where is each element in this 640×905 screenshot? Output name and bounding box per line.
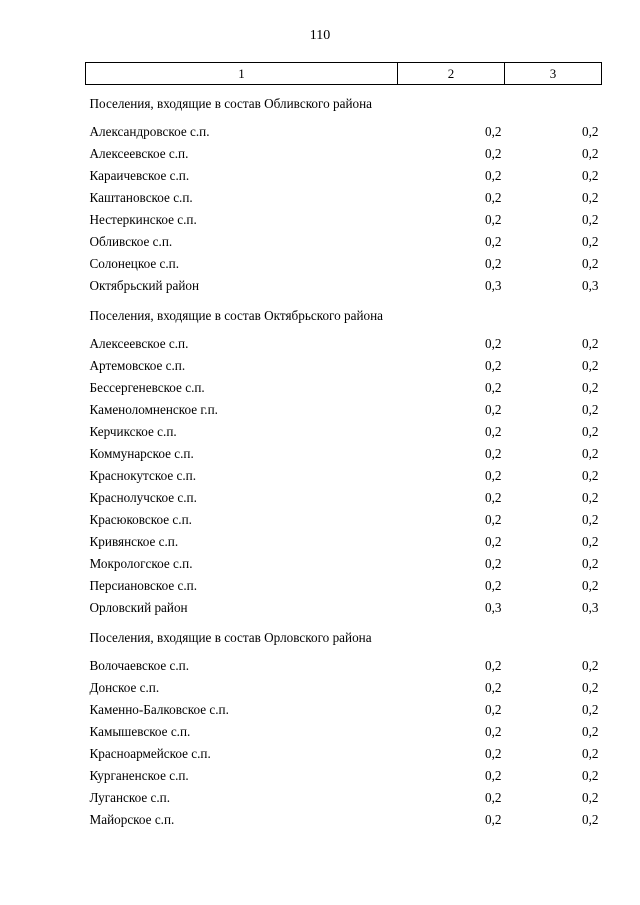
settlement-name-cell: Краснолучское с.п. [89,490,197,505]
value-cell-col2: 0,2 [485,336,502,351]
value-cell-col2: 0,2 [485,724,502,739]
settlement-name-cell: Мокрологское с.п. [89,556,193,571]
value-cell-col3: 0,2 [582,790,599,805]
column-header-3: 3 [505,63,602,85]
value-cell-col3: 0,2 [582,358,599,373]
settlement-name-cell: Краснокутское с.п. [89,468,196,483]
settlement-name-cell: Солонецкое с.п. [89,256,180,271]
value-cell-col3: 0,2 [582,578,599,593]
table-row [86,677,602,699]
table-row [86,121,602,143]
data-table-container [85,62,601,831]
value-cell-col2: 0,2 [485,556,502,571]
value-cell-col2: 0,2 [485,168,502,183]
table-row [86,787,602,809]
section-header-row [86,619,602,655]
settlement-name-cell: Персиановское с.п. [89,578,198,593]
table-row [86,421,602,443]
settlement-name-cell: Красюковское с.п. [89,512,192,527]
table-row [86,597,602,619]
table-row [86,575,602,597]
table-row [86,399,602,421]
table-row [86,765,602,787]
value-cell-col2: 0,2 [485,812,502,827]
value-cell-col3: 0,2 [582,124,599,139]
value-cell-col3: 0,3 [582,278,599,293]
settlement-name-cell: Алексеевское с.п. [89,336,189,351]
settlement-name-cell: Обливское с.п. [89,234,173,249]
settlement-name-cell: Камышевское с.п. [89,724,191,739]
value-cell-col3: 0,2 [582,336,599,351]
settlement-name-cell: Бессергеневское с.п. [89,380,205,395]
value-cell-col3: 0,2 [582,724,599,739]
value-cell-col2: 0,2 [485,424,502,439]
settlement-name-cell: Октябрьский район [89,278,200,293]
value-cell-col3 [505,619,602,655]
value-cell-col3: 0,2 [582,468,599,483]
settlement-name-cell: Коммунарское с.п. [89,446,194,461]
value-cell-col3: 0,2 [582,380,599,395]
settlement-name-cell: Орловский район [89,600,188,615]
settlement-name-cell: Алексеевское с.п. [89,146,189,161]
value-cell-col2 [398,297,505,333]
value-cell-col2: 0,2 [485,380,502,395]
settlement-name-cell: Караичевское с.п. [89,168,190,183]
value-cell-col2: 0,2 [485,212,502,227]
settlement-name-cell: Поселения, входящие в состав Обливского района [89,96,372,111]
column-header-1: 1 [86,63,398,85]
table-row [86,187,602,209]
table-row [86,275,602,297]
table-row [86,655,602,677]
table-row [86,465,602,487]
table-row [86,809,602,831]
value-cell-col3: 0,2 [582,446,599,461]
value-cell-col2 [398,85,505,122]
value-cell-col2: 0,2 [485,358,502,373]
value-cell-col2: 0,2 [485,702,502,717]
value-cell-col3: 0,2 [582,702,599,717]
table-row [86,509,602,531]
value-cell-col2: 0,2 [485,446,502,461]
settlement-name-cell: Артемовское с.п. [89,358,186,373]
settlement-name-cell: Поселения, входящие в состав Орловского района [89,630,372,645]
value-cell-col2: 0,3 [485,600,502,615]
settlement-name-cell: Керчикское с.п. [89,424,177,439]
table-row [86,377,602,399]
value-cell-col3: 0,2 [582,512,599,527]
value-cell-col2: 0,2 [485,468,502,483]
value-cell-col2: 0,2 [485,512,502,527]
table-row [86,355,602,377]
settlement-name-cell: Луганское с.п. [89,790,171,805]
value-cell-col3: 0,2 [582,146,599,161]
table-row [86,333,602,355]
value-cell-col3: 0,2 [582,746,599,761]
table-row [86,443,602,465]
table-row [86,721,602,743]
table-row [86,253,602,275]
value-cell-col3: 0,2 [582,534,599,549]
value-cell-col3: 0,2 [582,658,599,673]
settlement-name-cell: Нестеркинское с.п. [89,212,197,227]
table-row [86,143,602,165]
settlement-name-cell: Каменоломненское г.п. [89,402,218,417]
table-body [86,85,602,832]
value-cell-col2: 0,2 [485,790,502,805]
settlement-name-cell: Майорское с.п. [89,812,175,827]
value-cell-col2: 0,2 [485,146,502,161]
settlement-name-cell: Волочаевское с.п. [89,658,190,673]
table-row [86,231,602,253]
value-cell-col3 [505,297,602,333]
value-cell-col3: 0,2 [582,680,599,695]
data-table [85,62,602,831]
table-row [86,531,602,553]
value-cell-col2: 0,2 [485,768,502,783]
settlement-name-cell: Курганенское с.п. [89,768,189,783]
settlement-name-cell: Поселения, входящие в состав Октябрьского района [89,308,384,323]
value-cell-col3: 0,2 [582,256,599,271]
table-row [86,165,602,187]
settlement-name-cell: Каменно-Балковское с.п. [89,702,229,717]
section-header-row [86,85,602,122]
value-cell-col3: 0,2 [582,190,599,205]
value-cell-col3 [505,85,602,122]
value-cell-col3: 0,2 [582,556,599,571]
value-cell-col3: 0,2 [582,168,599,183]
value-cell-col2: 0,2 [485,490,502,505]
value-cell-col3: 0,2 [582,424,599,439]
settlement-name-cell: Александровское с.п. [89,124,210,139]
value-cell-col2: 0,2 [485,578,502,593]
value-cell-col2: 0,2 [485,680,502,695]
column-header-2: 2 [398,63,505,85]
value-cell-col2: 0,2 [485,190,502,205]
value-cell-col2: 0,2 [485,658,502,673]
value-cell-col3: 0,2 [582,490,599,505]
table-row [86,209,602,231]
value-cell-col2: 0,2 [485,402,502,417]
settlement-name-cell: Каштановское с.п. [89,190,193,205]
value-cell-col3: 0,2 [582,402,599,417]
table-row [86,699,602,721]
value-cell-col3: 0,2 [582,212,599,227]
page-number: 110 [309,28,331,43]
section-header-row [86,297,602,333]
table-row [86,553,602,575]
table-row [86,743,602,765]
value-cell-col2: 0,2 [485,534,502,549]
value-cell-col3: 0,2 [582,812,599,827]
value-cell-col3: 0,3 [582,600,599,615]
settlement-name-cell: Кривянское с.п. [89,534,179,549]
table-header-row [86,63,602,85]
value-cell-col2: 0,3 [485,278,502,293]
value-cell-col2: 0,2 [485,746,502,761]
value-cell-col3: 0,2 [582,768,599,783]
value-cell-col2 [398,619,505,655]
value-cell-col3: 0,2 [582,234,599,249]
settlement-name-cell: Красноармейское с.п. [89,746,211,761]
value-cell-col2: 0,2 [485,234,502,249]
table-row [86,487,602,509]
value-cell-col2: 0,2 [485,256,502,271]
settlement-name-cell: Донское с.п. [89,680,160,695]
value-cell-col2: 0,2 [485,124,502,139]
